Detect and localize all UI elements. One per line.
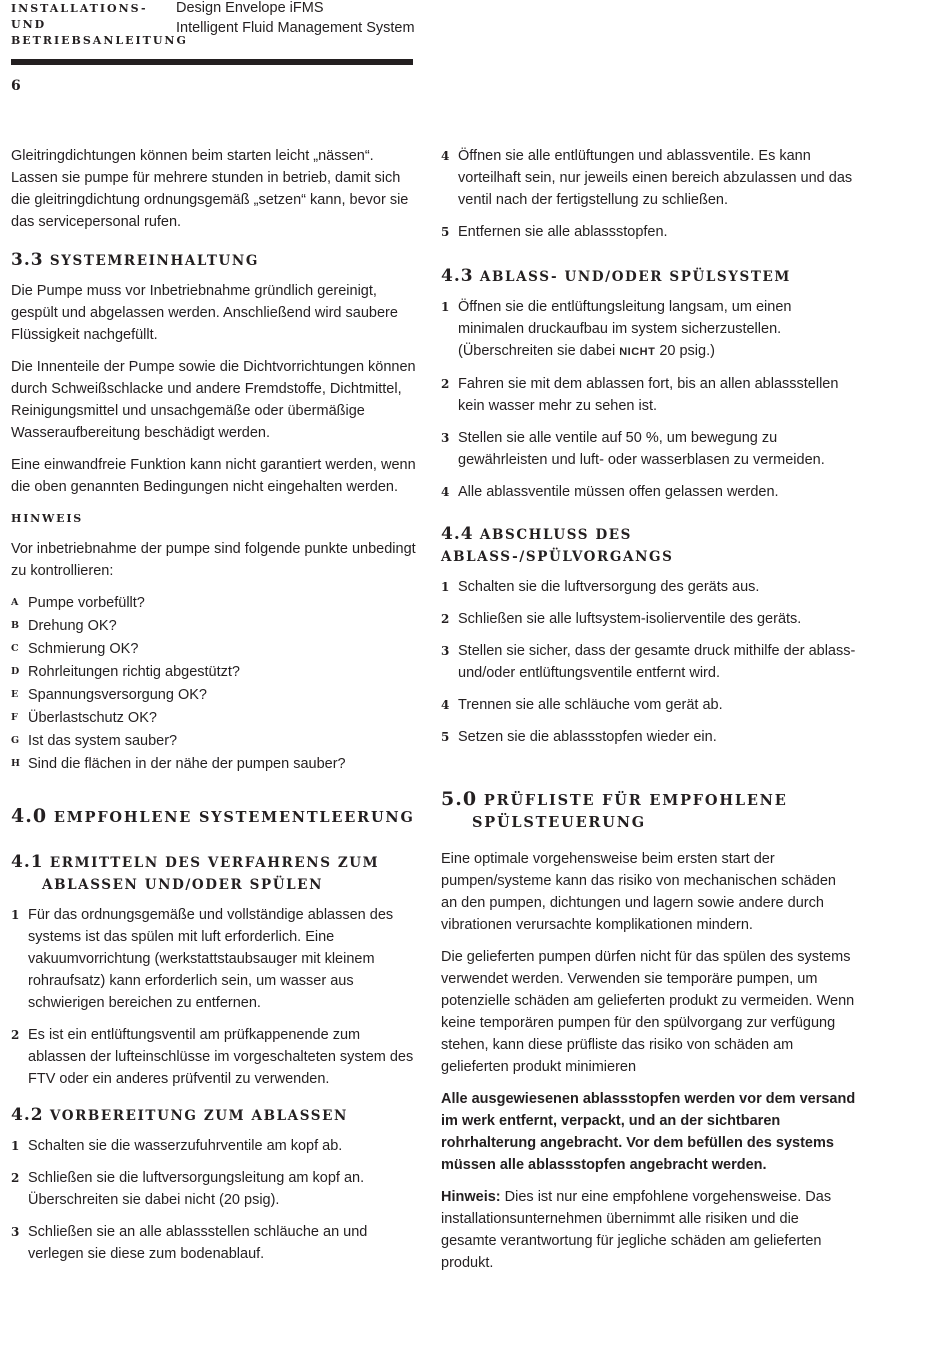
list-marker: A <box>11 597 19 608</box>
list-text: Für das ordnungsgemäße und vollständige ablassen des systems ist das spülen mit luft erforderlich. Eine vakuumvorrichtung (werkstattstaubsauger mit kleinem rohraufsatz) kann erforderlich sein, um wasser aus schwierigen bereichen zu entfernen. <box>28 907 394 1011</box>
checklist <box>11 592 421 775</box>
list-marker: 5 <box>441 225 450 239</box>
list-text: Pumpe vorbefüllt? <box>28 595 145 611</box>
list-item <box>11 707 421 729</box>
list-marker: 3 <box>441 644 450 658</box>
list-marker: 3 <box>11 1225 20 1239</box>
product-subtitle: Intelligent Fluid Management System <box>176 20 415 36</box>
list-item <box>441 694 856 716</box>
list-item <box>441 296 856 363</box>
product-title <box>176 0 415 38</box>
paragraph: Eine einwandfreie Funktion kann nicht garantiert werden, wenn die oben genannten Bedingungen nicht eingehalten werden. <box>11 457 416 495</box>
section-title: PRÜFLISTE FÜR EMPFOHLENE SPÜLSTEUERUNG <box>472 792 788 831</box>
list-text-part: 20 psig.) <box>655 343 715 359</box>
list-item <box>11 904 421 1014</box>
list-text: Schalten sie die wasserzufuhrventile am kopf ab. <box>28 1138 343 1154</box>
section-4-0-heading <box>11 805 421 829</box>
intro-paragraph: Gleitringdichtungen können beim starten leicht „nässen“. Lassen sie pumpe für mehrere stunden in betrieb, damit sich die gleitringdichtung ordnungsgemäß „setzen“ kann, bevor sie das servicepersonal rufen. <box>11 148 409 230</box>
list-text: Schmierung OK? <box>28 641 139 657</box>
list-marker: 4 <box>441 485 450 499</box>
emphasis-not: NICHT <box>619 346 656 358</box>
section-number: 4.2 <box>11 1105 44 1125</box>
doc-type-line2: BETRIEBSANLEITUNG <box>11 34 188 47</box>
product-name: Design Envelope iFMS <box>176 0 324 16</box>
left-column <box>11 145 421 1275</box>
numbered-list <box>441 296 856 503</box>
section-4-2-heading <box>11 1104 421 1127</box>
list-item <box>441 726 856 748</box>
list-text: Stellen sie alle ventile auf 50 %, um bewegung zu gewährleisten und luft- oder wasserblasen zu vermeiden. <box>458 430 825 468</box>
doc-type-label <box>11 1 188 49</box>
page-number: 6 <box>11 78 21 94</box>
list-marker: 4 <box>441 698 450 712</box>
list-text: Rohrleitungen richtig abgestützt? <box>28 664 240 680</box>
numbered-list <box>441 576 856 748</box>
list-marker: C <box>11 643 19 654</box>
section-title: ERMITTELN DES VERFAHRENS ZUM ABLASSEN UND/ODER SPÜLEN <box>42 855 380 893</box>
note-text: Dies ist nur eine empfohlene vorgehensweise. Das installationsunternehmen übernimmt alle risiken und die gesamte verantwortung für jegliche schäden am gelieferten produkt. <box>441 1189 832 1271</box>
list-marker: D <box>11 666 20 677</box>
header-rule <box>11 59 413 65</box>
note-paragraph <box>441 1186 856 1274</box>
list-item <box>441 145 856 211</box>
section-number: 4.4 <box>441 524 474 544</box>
list-text: Stellen sie sicher, dass der gesamte druck mithilfe der ablass- und/oder entlüftungsventile entfernt wird. <box>458 643 856 681</box>
list-item <box>441 640 856 684</box>
right-column <box>441 145 856 1284</box>
list-text-part: Öffnen sie die entlüftungsleitung langsam, um einen minimalen druckaufbau im system sicherzustellen. (Überschreiten sie dabei <box>458 299 792 359</box>
list-marker: 2 <box>11 1171 20 1185</box>
list-marker: 1 <box>441 580 450 594</box>
list-marker: 3 <box>441 431 450 445</box>
list-item <box>441 427 856 471</box>
list-text: Öffnen sie alle entlüftungen und ablassventile. Es kann vorteilhaft sein, nur jeweils einen bereich abzulassen und das ventil nach der fertigstellung zu schließen. <box>458 148 853 208</box>
list-text: Sind die flächen in der nähe der pumpen sauber? <box>28 756 346 772</box>
list-text: Es ist ein entlüftungsventil am prüfkappenende zum ablassen der lufteinschlüsse im vorgeschalteten system des FTV oder ein anderes prüfventil zu verwenden. <box>28 1027 414 1087</box>
bold-paragraph: Alle ausgewiesenen ablassstopfen werden vor dem versand im werk entfernt, verpackt, und an der sichtbaren rohrhalterung angebracht. Vor dem befüllen des systems müssen alle ablassstopfen angebracht werden. <box>441 1091 856 1173</box>
list-item <box>11 1024 421 1090</box>
list-marker: 1 <box>11 908 20 922</box>
list-marker: 1 <box>441 300 450 314</box>
note-label: HINWEIS <box>11 512 84 525</box>
section-3-3-heading <box>11 249 421 272</box>
list-marker: G <box>11 735 20 746</box>
list-item <box>11 1167 421 1211</box>
list-item <box>11 1135 421 1157</box>
note-label: Hinweis: <box>441 1189 501 1205</box>
list-item <box>11 661 421 683</box>
section-title: ABLASS- UND/ODER SPÜLSYSTEM <box>479 269 791 285</box>
list-text: Entfernen sie alle ablassstopfen. <box>458 224 668 240</box>
list-item <box>11 753 421 775</box>
numbered-list-continued <box>441 145 856 243</box>
list-text: Schließen sie alle luftsystem-isolierventile des geräts. <box>458 611 802 627</box>
section-4-3-heading <box>441 265 856 288</box>
list-marker: E <box>11 689 19 700</box>
list-item <box>11 615 421 637</box>
list-text: Setzen sie die ablassstopfen wieder ein. <box>458 729 717 745</box>
list-item <box>441 608 856 630</box>
list-text <box>458 299 791 359</box>
section-4-4-heading <box>441 523 856 568</box>
section-number: 5.0 <box>441 788 478 810</box>
section-title: VORBEREITUNG ZUM ABLASSEN <box>49 1108 348 1124</box>
list-item <box>441 373 856 417</box>
list-text: Spannungsversorgung OK? <box>28 687 207 703</box>
paragraph: Die gelieferten pumpen dürfen nicht für das spülen des systems verwendet werden. Verwenden sie temporäre pumpen, um potenzielle schäden am gelieferten produkt zu vermeiden. Wenn keine temporären pumpen für den spülvorgang zur verfügung stehen, kann diese prüfliste das risiko von schäden am gelieferten produkt minimieren <box>441 949 855 1075</box>
list-marker: F <box>11 712 18 723</box>
list-text: Drehung OK? <box>28 618 117 634</box>
numbered-list <box>11 904 421 1090</box>
section-number: 4.0 <box>11 805 48 827</box>
numbered-list <box>11 1135 421 1265</box>
list-item <box>11 684 421 706</box>
section-number: 3.3 <box>11 250 44 270</box>
list-text: Ist das system sauber? <box>28 733 178 749</box>
list-item <box>11 730 421 752</box>
list-text: Trennen sie alle schläuche vom gerät ab. <box>458 697 723 713</box>
list-marker: 2 <box>441 612 450 626</box>
section-title: SYSTEMREINHALTUNG <box>49 253 259 269</box>
paragraph: Die Innenteile der Pumpe sowie die Dichtvorrichtungen können durch Schweißschlacke und andere Fremdstoffe, Dichtmittel, Reinigungsmittel und unsachgemäße oder übermäßige Wasseraufbereitung beschädigt werden. <box>11 359 416 441</box>
list-item <box>441 481 856 503</box>
list-item <box>11 1221 421 1265</box>
list-marker: 5 <box>441 730 450 744</box>
section-5-0-heading <box>441 788 856 834</box>
paragraph: Die Pumpe muss vor Inbetriebnahme gründlich gereinigt, gespült und abgelassen werden. Anschließend wird saubere Flüssigkeit nachgefüllt. <box>11 283 398 343</box>
list-text: Schließen sie an alle ablassstellen schläuche an und verlegen sie diese zum bodenablauf. <box>28 1224 368 1262</box>
list-marker: H <box>11 758 20 769</box>
list-text: Schalten sie die luftversorgung des geräts aus. <box>458 579 760 595</box>
list-item <box>11 638 421 660</box>
list-marker: 2 <box>11 1028 20 1042</box>
note-text: Vor inbetriebnahme der pumpe sind folgende punkte unbedingt zu kontrollieren: <box>11 541 416 579</box>
list-text: Überlastschutz OK? <box>28 710 157 726</box>
list-item <box>441 221 856 243</box>
section-title: ABSCHLUSS DES ABLASS-/SPÜLVORGANGS <box>441 527 674 565</box>
list-text: Alle ablassventile müssen offen gelassen werden. <box>458 484 779 500</box>
section-4-1-heading <box>11 851 421 896</box>
section-title: EMPFOHLENE SYSTEMENTLEERUNG <box>53 809 415 826</box>
list-text: Fahren sie mit dem ablassen fort, bis an allen ablassstellen kein wasser mehr zu sehen ist. <box>458 376 839 414</box>
doc-type-line1: INSTALLATIONS- UND <box>11 2 148 31</box>
list-item <box>11 592 421 614</box>
list-marker: 1 <box>11 1139 20 1153</box>
list-text: Schließen sie die luftversorgungsleitung am kopf an. Überschreiten sie dabei nicht (20 psig). <box>28 1170 365 1208</box>
section-number: 4.3 <box>441 266 474 286</box>
list-item <box>441 576 856 598</box>
section-number: 4.1 <box>11 852 44 872</box>
list-marker: 4 <box>441 149 450 163</box>
paragraph: Eine optimale vorgehensweise beim ersten start der pumpen/systeme kann das risiko von mechanischen schäden an den pumpen, dichtungen und lagern sowie andere durch vibrationen verursachte komplikationen mindern. <box>441 851 836 933</box>
list-marker: 2 <box>441 377 450 391</box>
list-marker: B <box>11 620 20 631</box>
